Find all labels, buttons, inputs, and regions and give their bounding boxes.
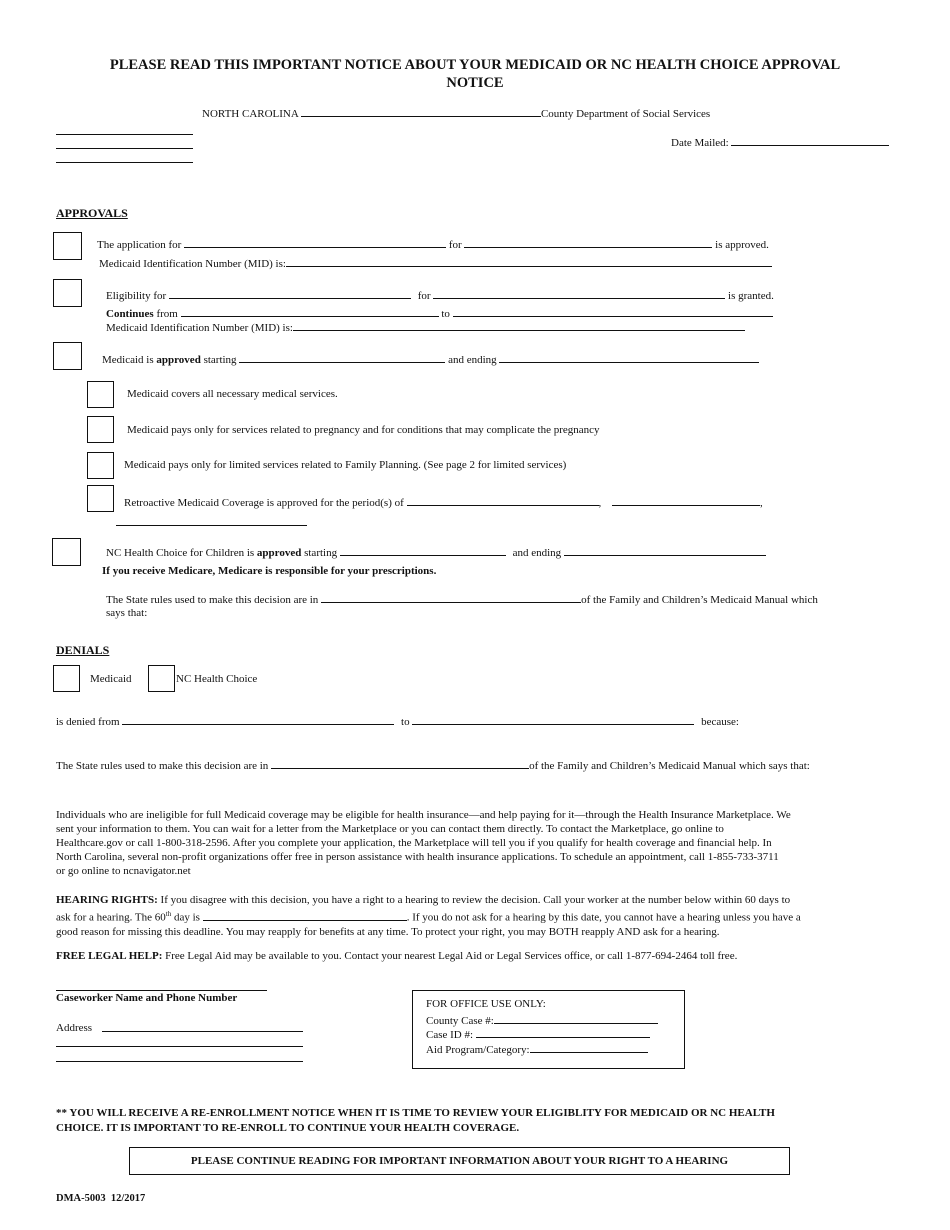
medicaid-ending-label: and ending <box>448 354 497 366</box>
application-approved-line <box>97 237 769 251</box>
eligibility-mid-field[interactable] <box>293 320 745 331</box>
denial-rules-section-field[interactable] <box>271 758 529 769</box>
caseworker-label: Caseworker Name and Phone Number <box>56 992 238 1004</box>
eligibility-granted-checkbox[interactable] <box>53 279 82 307</box>
county-case-field[interactable] <box>494 1013 658 1024</box>
denied-from-line <box>56 714 739 728</box>
approval-state-rules-line <box>106 592 818 606</box>
nc-health-choice-approved-checkbox[interactable] <box>52 538 81 566</box>
continues-to-field[interactable] <box>453 306 773 317</box>
eligibility-mid-line <box>106 320 745 334</box>
application-prefix: The application for <box>97 239 182 251</box>
denied-from-field[interactable] <box>122 714 394 725</box>
retroactive-period-3-field[interactable] <box>116 525 307 526</box>
family-planning-label: Medicaid pays only for limited services related to Family Planning. (See page 2 for limited services) <box>124 459 567 471</box>
state-label: NORTH CAROLINA <box>202 108 299 120</box>
case-id-line <box>426 1027 650 1041</box>
medicaid-start-date-field[interactable] <box>239 352 445 363</box>
all-services-label: Medicaid covers all necessary medical services. <box>127 388 338 400</box>
eligibility-for-label: for <box>417 290 431 302</box>
address-line-3-field[interactable] <box>56 1061 303 1062</box>
eligibility-granted-line <box>106 288 774 302</box>
reenrollment-line-1: ** YOU WILL RECEIVE A RE-ENROLLMENT NOTICE WHEN IT IS TIME TO REVIEW YOUR ELIGIBLITY FOR MEDICAID OR NC HEALTH <box>56 1107 775 1119</box>
denied-because-label: because: <box>701 716 739 728</box>
reenrollment-line-2: CHOICE. IT IS IMPORTANT TO RE-ENROLL TO CONTINUE YOUR HEALTH COVERAGE. <box>56 1122 520 1134</box>
nchc-prefix: NC Health Choice for Children is <box>106 547 255 559</box>
nchc-starting-label: starting <box>304 547 338 559</box>
legal-help-label: FREE LEGAL HELP: <box>56 950 163 962</box>
address-label: Address <box>56 1022 93 1034</box>
eligibility-person-field[interactable] <box>433 288 725 299</box>
approval-rules-suffix: of the Family and Children’s Medicaid Manual which <box>581 594 818 606</box>
hearing-line-2-mid: day is <box>173 911 200 924</box>
county-line <box>202 106 710 120</box>
continue-reading-box <box>129 1147 790 1175</box>
medicaid-approved-prefix: Medicaid is <box>102 354 154 366</box>
application-mid-field[interactable] <box>286 256 772 267</box>
address-line-1-field[interactable] <box>102 1031 303 1032</box>
pregnancy-label: Medicaid pays only for services related to pregnancy and for conditions that may complicate the pregnancy <box>127 424 600 436</box>
marketplace-line-4: North Carolina, several non-profit organizations offer free in person assistance with health insurance applications. To schedule an appointment, call 1-855-733-3711 <box>56 851 779 863</box>
notice-title-line1: PLEASE READ THIS IMPORTANT NOTICE ABOUT YOUR MEDICAID OR NC HEALTH CHOICE APPROVAL <box>109 57 841 73</box>
county-dss-label: County Department of Social Services <box>540 108 711 120</box>
continues-to-label: to <box>441 308 450 320</box>
denied-from-label: is denied from <box>56 716 120 728</box>
aid-program-field[interactable] <box>530 1042 648 1053</box>
case-id-label: Case ID #: <box>426 1029 474 1041</box>
marketplace-line-3: Healthcare.gov or call 1-800-318-2596. After you complete your application, the Marketplace will tell you if you qualify for health coverage and financial help. In <box>56 837 772 849</box>
denial-rules-prefix: The State rules used to make this decision are in <box>56 760 269 772</box>
retroactive-period-1-field[interactable] <box>407 495 599 506</box>
marketplace-line-2: sent your information to them. You can wait for a letter from the Marketplace or you can contact them directly. To contact the Marketplace, go online to <box>56 823 724 835</box>
county-name-field[interactable] <box>301 106 541 117</box>
medicaid-starting-label: starting <box>203 354 237 366</box>
recipient-address-line-1[interactable] <box>56 134 193 135</box>
application-program-field[interactable] <box>184 237 446 248</box>
denial-state-rules-line <box>56 758 810 772</box>
nc-health-choice-line <box>106 545 766 559</box>
application-person-field[interactable] <box>464 237 712 248</box>
application-mid-label: Medicaid Identification Number (MID) is: <box>99 258 286 270</box>
medicaid-approved-word: approved <box>156 354 201 366</box>
denied-to-field[interactable] <box>412 714 694 725</box>
marketplace-line-5: or go online to ncnavigator.net <box>56 865 191 877</box>
denial-medicaid-checkbox[interactable] <box>53 665 80 692</box>
aid-program-label: Aid Program/Category: <box>426 1044 530 1056</box>
retroactive-period-2-field[interactable] <box>612 495 760 506</box>
approvals-heading: APPROVALS <box>56 206 128 220</box>
application-mid-line <box>99 256 772 270</box>
application-approved-checkbox[interactable] <box>53 232 82 260</box>
approval-rules-prefix: The State rules used to make this decision are in <box>106 594 319 606</box>
retroactive-checkbox[interactable] <box>87 485 114 512</box>
medicaid-end-date-field[interactable] <box>499 352 759 363</box>
continues-label: Continues <box>106 308 154 320</box>
continues-from-field[interactable] <box>181 306 439 317</box>
caseworker-name-field[interactable] <box>56 990 267 991</box>
office-use-title: FOR OFFICE USE ONLY: <box>426 998 546 1010</box>
eligibility-mid-label: Medicaid Identification Number (MID) is: <box>106 322 293 334</box>
hearing-line-2-prefix: ask for a hearing. The 60 <box>56 911 166 924</box>
form-id: DMA-5003 12/2017 <box>56 1193 146 1204</box>
nchc-end-date-field[interactable] <box>564 545 766 556</box>
date-mailed <box>671 135 889 149</box>
pregnancy-checkbox[interactable] <box>87 416 114 443</box>
application-for-label: for <box>448 239 462 251</box>
denial-nchc-label: NC Health Choice <box>176 673 258 685</box>
aid-program-line <box>426 1042 648 1056</box>
free-legal-help <box>56 950 737 962</box>
reenrollment-notice <box>56 1106 775 1136</box>
hearing-line-2-suffix: . If you do not ask for a hearing by this date, you cannot have a hearing unless you have a <box>406 911 801 924</box>
nchc-approved-word: approved <box>256 547 302 559</box>
marketplace-line-1: Individuals who are ineligible for full Medicaid coverage may be eligible for health insurance—and help paying for it—through the Health Insurance Marketplace. We <box>56 809 791 821</box>
hearing-rights-label: HEARING RIGHTS: <box>56 894 158 906</box>
medicaid-approved-line <box>102 352 759 366</box>
continue-reading-text: PLEASE CONTINUE READING FOR IMPORTANT INFORMATION ABOUT YOUR RIGHT TO A HEARING <box>190 1155 729 1167</box>
application-suffix: is approved. <box>715 239 769 251</box>
denial-rules-suffix: of the Family and Children’s Medicaid Manual which says that: <box>529 760 810 772</box>
eligibility-program-field[interactable] <box>169 288 411 299</box>
eligibility-suffix: is granted. <box>728 290 774 302</box>
family-planning-checkbox[interactable] <box>87 452 114 479</box>
eligibility-continues-line <box>106 306 773 320</box>
county-case-label: County Case #: <box>426 1015 494 1027</box>
notice-title <box>0 56 950 92</box>
retroactive-line: Retroactive Medicaid Coverage is approved for the period(s) of , , <box>124 497 763 509</box>
date-mailed-label: Date Mailed: <box>671 137 729 149</box>
medicaid-approved-checkbox[interactable] <box>53 342 82 370</box>
address-line-2-field[interactable] <box>56 1046 303 1047</box>
approval-rules-section-field[interactable] <box>321 592 581 603</box>
continues-from-label: from <box>156 308 178 320</box>
retroactive-label: Retroactive Medicaid Coverage is approved for the period(s) of <box>124 497 404 509</box>
approval-rules-line2: says that: <box>106 607 148 619</box>
denied-to-label: to <box>401 716 410 728</box>
denial-medicaid-label: Medicaid <box>90 673 132 685</box>
case-id-field[interactable] <box>476 1027 650 1038</box>
marketplace-paragraph <box>56 808 791 878</box>
medicare-note: If you receive Medicare, Medicare is responsible for your prescriptions. <box>102 565 437 577</box>
denials-heading: DENIALS <box>56 643 110 657</box>
recipient-address-line-2[interactable] <box>56 148 193 149</box>
county-case-line <box>426 1013 658 1027</box>
all-services-checkbox[interactable] <box>87 381 114 408</box>
notice-title-line2: NOTICE <box>446 75 504 91</box>
hearing-deadline-field[interactable] <box>203 910 407 921</box>
hearing-line-3: good reason for missing this deadline. You may reapply for benefits at any time. To protect your right, you may BOTH reapply AND ask for a hearing. <box>56 925 720 938</box>
legal-help-text: Free Legal Aid may be available to you. Contact your nearest Legal Aid or Legal Services office, or call 1-877-694-2464 toll free. <box>165 950 738 962</box>
denial-nchc-checkbox[interactable] <box>148 665 175 692</box>
office-use-box <box>412 990 685 1069</box>
nchc-ending-label: and ending <box>512 547 562 559</box>
nchc-start-date-field[interactable] <box>340 545 506 556</box>
hearing-rights-paragraph <box>56 893 801 939</box>
eligibility-prefix: Eligibility for <box>106 290 167 302</box>
hearing-line-1: If you disagree with this decision, you have a right to a hearing to review the decision. Call your worker at the number below within 60 days to <box>160 894 791 906</box>
hearing-superscript: th <box>165 910 172 918</box>
date-mailed-field[interactable] <box>731 135 889 146</box>
recipient-address-line-3[interactable] <box>56 162 193 163</box>
